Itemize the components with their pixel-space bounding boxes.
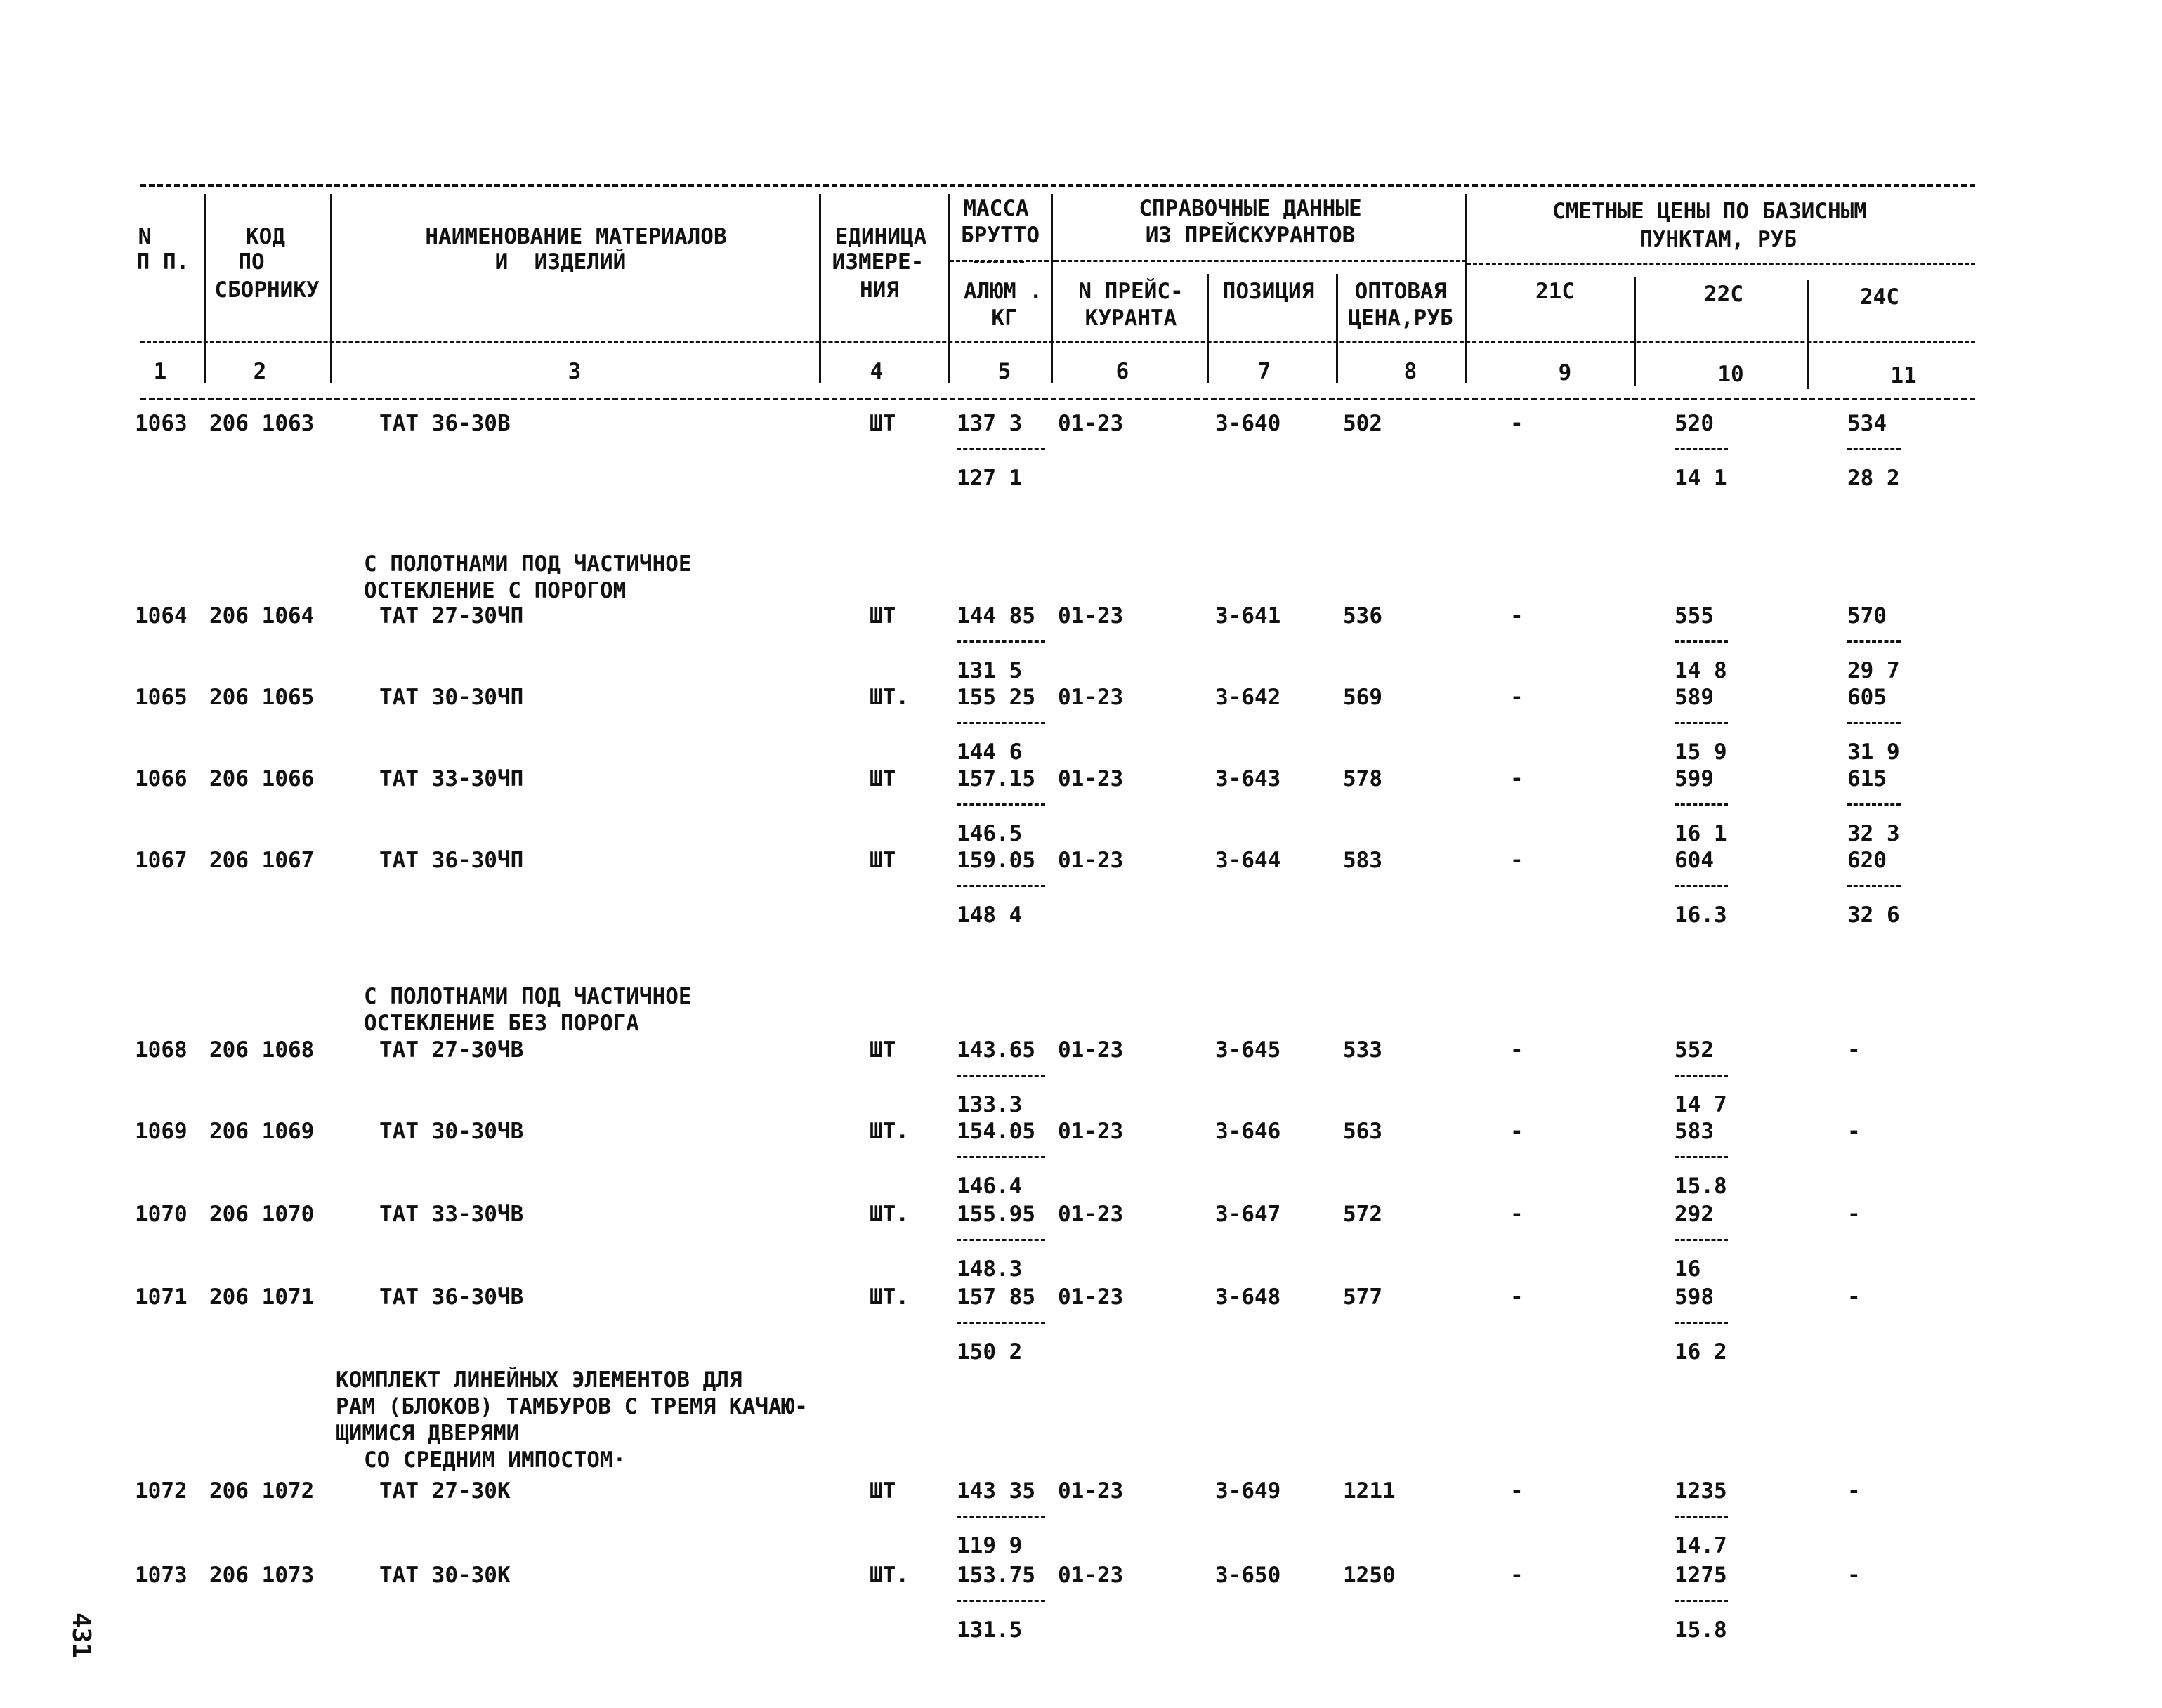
fraction-rule — [957, 885, 1045, 887]
col-number-7: 7 — [1257, 359, 1271, 384]
section-heading-line: РАМ (БЛОКОВ) ТАМБУРОВ С ТРЕМЯ КАЧАЮ- — [336, 1394, 808, 1419]
row-mass-alum: 131 5 — [957, 658, 1023, 683]
row-price-21c: - — [1510, 1285, 1524, 1310]
row-price-21c: - — [1510, 848, 1524, 873]
row-mass-alum: 131.5 — [957, 1617, 1023, 1643]
row-code: 206 1069 — [209, 1119, 315, 1144]
row-pricelist: 01-23 — [1058, 411, 1124, 436]
row-mass-gross: 153.75 — [957, 1563, 1035, 1588]
section-heading-line: ЩИМИСЯ ДВЕРЯМИ — [336, 1421, 520, 1446]
row-code: 206 1063 — [209, 411, 315, 436]
row-position: 3-648 — [1215, 1285, 1281, 1310]
row-unit: ШТ — [870, 848, 896, 873]
hdr-col5-mini-rule — [974, 261, 1024, 263]
row-code: 206 1068 — [209, 1037, 315, 1063]
row-price-24c: 534 — [1847, 411, 1887, 436]
row-name: ТАТ 33-30ЧП — [379, 766, 524, 791]
fraction-rule — [957, 722, 1045, 724]
fraction-rule — [957, 1516, 1045, 1518]
row-name: ТАТ 27-30К — [379, 1478, 511, 1504]
fraction-rule — [1675, 1075, 1728, 1077]
col-sep-9 — [1634, 277, 1636, 386]
row-mass-gross: 143.65 — [957, 1037, 1035, 1063]
row-price-22c-transport: 15.8 — [1675, 1174, 1727, 1199]
row-price-22c-transport: 14 1 — [1675, 466, 1727, 491]
row-number: 1068 — [135, 1037, 188, 1063]
row-price-22c-transport: 16 1 — [1675, 821, 1727, 846]
row-position: 3-640 — [1215, 411, 1281, 436]
fraction-rule — [957, 1156, 1045, 1158]
row-price-21c: - — [1510, 1478, 1524, 1504]
row-mass-gross: 157 85 — [957, 1285, 1035, 1310]
row-price-22c: 292 — [1675, 1202, 1714, 1227]
row-wholesale-price: 502 — [1343, 411, 1382, 436]
row-price-22c: 552 — [1675, 1037, 1714, 1063]
hdr-col2-l1: КОД — [246, 224, 285, 249]
row-name: ТАТ 30-30ЧВ — [379, 1119, 524, 1144]
hdr-col11: 24С — [1860, 284, 1899, 310]
fraction-rule — [1675, 803, 1728, 806]
row-code: 206 1073 — [209, 1563, 315, 1588]
fraction-rule — [1675, 1156, 1728, 1158]
row-unit: ШТ. — [870, 685, 909, 710]
header-numbers-rule — [140, 398, 1975, 400]
row-price-21c: - — [1510, 1563, 1524, 1588]
hdr-col5-bottom-l2: КГ — [991, 306, 1018, 331]
row-mass-gross: 155 25 — [957, 685, 1035, 710]
row-price-22c-transport: 15 9 — [1675, 740, 1727, 765]
row-position: 3-646 — [1215, 1119, 1281, 1144]
row-price-22c: 1275 — [1675, 1563, 1727, 1588]
row-code: 206 1070 — [209, 1202, 315, 1227]
col-sep-2 — [330, 194, 332, 383]
hdr-col9: 21С — [1535, 279, 1575, 304]
fraction-rule — [1675, 448, 1728, 450]
row-name: ТАТ 27-30ЧП — [379, 603, 524, 629]
row-pricelist: 01-23 — [1058, 766, 1124, 791]
row-price-22c: 583 — [1675, 1119, 1714, 1144]
row-price-22c-transport: 14.7 — [1675, 1533, 1727, 1558]
row-unit: ШТ — [870, 411, 896, 436]
hdr-col8-l2: ЦЕНА,РУБ — [1348, 306, 1453, 331]
row-number: 1066 — [135, 766, 188, 791]
col-number-3: 3 — [568, 359, 582, 384]
fraction-rule — [1675, 1322, 1728, 1324]
row-pricelist: 01-23 — [1058, 685, 1124, 710]
hdr-col3-l2: И ИЗДЕЛИЙ — [494, 249, 627, 275]
fraction-rule — [957, 448, 1045, 450]
fraction-rule — [1675, 885, 1728, 887]
row-wholesale-price: 1211 — [1343, 1478, 1396, 1504]
row-price-22c: 599 — [1675, 766, 1714, 791]
row-price-24c: 615 — [1847, 766, 1887, 791]
fraction-rule — [1847, 448, 1901, 450]
row-mass-alum: 146.4 — [957, 1174, 1023, 1199]
row-unit: ШТ. — [870, 1563, 909, 1588]
page-number: 431 — [67, 1612, 96, 1659]
row-mass-alum: 150 2 — [957, 1339, 1023, 1365]
row-price-24c: - — [1847, 1202, 1861, 1227]
row-mass-gross: 137 3 — [957, 411, 1023, 436]
section-heading-line: СО СРЕДНИМ ИМПОСТОМ· — [364, 1447, 627, 1473]
fraction-rule — [1847, 803, 1901, 806]
col-number-2: 2 — [253, 359, 267, 384]
row-price-22c: 598 — [1675, 1285, 1714, 1310]
row-price-22c-transport: 16.3 — [1675, 902, 1727, 928]
row-pricelist: 01-23 — [1058, 1563, 1124, 1588]
row-price-24c: 570 — [1847, 603, 1887, 629]
row-price-24c: - — [1847, 1119, 1861, 1144]
fraction-rule — [1675, 1516, 1728, 1518]
row-unit: ШТ. — [870, 1202, 909, 1227]
col-number-8: 8 — [1403, 359, 1417, 384]
row-unit: ШТ. — [870, 1285, 909, 1310]
row-price-21c: - — [1510, 411, 1524, 436]
row-mass-alum: 146.5 — [957, 821, 1023, 846]
row-number: 1071 — [135, 1285, 188, 1310]
row-wholesale-price: 533 — [1343, 1037, 1382, 1063]
row-pricelist: 01-23 — [1058, 603, 1124, 629]
hdr-ref-group-l1: СПРАВОЧНЫЕ ДАННЫЕ — [1139, 196, 1362, 221]
row-mass-gross: 159.05 — [957, 848, 1035, 873]
hdr-col2-l2: ПО — [238, 249, 265, 275]
row-unit: ШТ. — [870, 1119, 909, 1144]
section-heading-line: ОСТЕКЛЕНИЕ С ПОРОГОМ — [364, 578, 627, 603]
row-position: 3-641 — [1215, 603, 1281, 629]
row-code: 206 1064 — [209, 603, 315, 629]
row-mass-gross: 154.05 — [957, 1119, 1035, 1144]
hdr-ref-group-l2: ИЗ ПРЕЙСКУРАНТОВ — [1145, 223, 1356, 248]
col-number-5: 5 — [997, 359, 1011, 384]
row-mass-alum: 144 6 — [957, 740, 1023, 765]
hdr-col6-l1: N ПРЕЙС- — [1078, 279, 1184, 304]
col-sep-7 — [1336, 274, 1338, 383]
row-position: 3-643 — [1215, 766, 1281, 791]
row-wholesale-price: 577 — [1343, 1285, 1382, 1310]
fraction-rule — [1847, 885, 1901, 887]
header-bottom-rule — [140, 341, 1975, 343]
hdr-col1-l2: П П. — [136, 249, 190, 275]
row-price-22c-transport: 14 7 — [1675, 1092, 1727, 1117]
row-price-24c: - — [1847, 1563, 1861, 1588]
row-wholesale-price: 1250 — [1343, 1563, 1396, 1588]
row-name: ТАТ 27-30ЧВ — [379, 1037, 524, 1063]
row-mass-alum: 127 1 — [957, 466, 1023, 491]
col-number-10: 10 — [1717, 362, 1744, 387]
row-number: 1070 — [135, 1202, 188, 1227]
col-sep-1 — [204, 194, 206, 383]
row-pricelist: 01-23 — [1058, 1478, 1124, 1504]
row-price-21c: - — [1510, 1202, 1524, 1227]
section-heading-line: ОСТЕКЛЕНИЕ БЕЗ ПОРОГА — [364, 1011, 639, 1036]
row-name: ТАТ 36-30В — [379, 411, 511, 436]
row-price-22c-transport: 14 8 — [1675, 658, 1727, 683]
row-unit: ШТ — [870, 603, 896, 629]
hdr-prices-group-l2: ПУНКТАМ, РУБ — [1639, 227, 1797, 252]
hdr-col4-l3: НИЯ — [860, 277, 899, 303]
row-number: 1072 — [135, 1478, 188, 1504]
col-number-11: 11 — [1890, 363, 1917, 388]
col-number-4: 4 — [870, 359, 884, 384]
fraction-rule — [1847, 640, 1901, 643]
row-price-22c: 604 — [1675, 848, 1714, 873]
row-name: ТАТ 30-30ЧП — [379, 685, 524, 710]
row-price-22c-transport: 16 2 — [1675, 1339, 1727, 1365]
row-wholesale-price: 563 — [1343, 1119, 1382, 1144]
row-wholesale-price: 572 — [1343, 1202, 1382, 1227]
row-mass-gross: 144 85 — [957, 603, 1035, 629]
row-wholesale-price: 583 — [1343, 848, 1382, 873]
fraction-rule — [1847, 722, 1901, 724]
section-heading-line: КОМПЛЕКТ ЛИНЕЙНЫХ ЭЛЕМЕНТОВ ДЛЯ — [336, 1367, 742, 1393]
fraction-rule — [957, 1600, 1045, 1602]
row-unit: ШТ — [870, 1478, 896, 1504]
fraction-rule — [1675, 722, 1728, 724]
fraction-rule — [1675, 1239, 1728, 1241]
fraction-rule — [957, 803, 1045, 806]
row-name: ТАТ 33-30ЧВ — [379, 1202, 524, 1227]
fraction-rule — [957, 1239, 1045, 1241]
hdr-col6-l2: КУРАНТА — [1085, 306, 1177, 331]
row-price-21c: - — [1510, 603, 1524, 629]
row-price-24c: - — [1847, 1478, 1861, 1504]
row-position: 3-649 — [1215, 1478, 1281, 1504]
row-wholesale-price: 536 — [1343, 603, 1382, 629]
col-number-9: 9 — [1558, 360, 1572, 386]
hdr-col1-l1: N — [138, 224, 152, 249]
row-price-21c: - — [1510, 1037, 1524, 1063]
row-price-22c: 555 — [1675, 603, 1714, 629]
row-mass-alum: 119 9 — [957, 1533, 1023, 1558]
col-sep-3 — [819, 194, 821, 383]
row-mass-alum: 133.3 — [957, 1092, 1023, 1117]
col-sep-4 — [948, 194, 950, 383]
row-price-21c: - — [1510, 685, 1524, 710]
hdr-col8-l1: ОПТОВАЯ — [1354, 279, 1447, 304]
header-top-rule — [140, 184, 1975, 187]
header-mid-rule-ref — [1055, 260, 1467, 262]
row-pricelist: 01-23 — [1058, 1285, 1124, 1310]
row-wholesale-price: 569 — [1343, 685, 1382, 710]
row-unit: ШТ — [870, 766, 896, 791]
hdr-col4-l1: ЕДИНИЦА — [834, 224, 927, 249]
row-price-24c-transport: 31 9 — [1847, 740, 1900, 765]
row-code: 206 1071 — [209, 1285, 315, 1310]
row-wholesale-price: 578 — [1343, 766, 1382, 791]
row-position: 3-644 — [1215, 848, 1281, 873]
col-number-6: 6 — [1115, 359, 1129, 384]
col-number-1: 1 — [153, 359, 167, 384]
col-sep-6 — [1207, 274, 1209, 383]
row-number: 1067 — [135, 848, 188, 873]
row-number: 1065 — [135, 685, 188, 710]
row-price-24c-transport: 32 3 — [1847, 821, 1900, 846]
row-price-24c: - — [1847, 1037, 1861, 1063]
row-name: ТАТ 36-30ЧП — [379, 848, 524, 873]
row-price-24c: 605 — [1847, 685, 1887, 710]
row-mass-alum: 148.3 — [957, 1256, 1023, 1282]
row-unit: ШТ — [870, 1037, 896, 1063]
row-price-22c-transport: 15.8 — [1675, 1617, 1727, 1643]
row-number: 1063 — [135, 411, 188, 436]
row-price-24c: 620 — [1847, 848, 1887, 873]
row-number: 1069 — [135, 1119, 188, 1144]
hdr-col4-l2: ИЗМЕРЕ- — [832, 249, 924, 275]
row-price-24c-transport: 28 2 — [1847, 466, 1900, 491]
col-sep-5 — [1051, 194, 1053, 383]
row-price-22c-transport: 16 — [1675, 1256, 1701, 1282]
row-mass-alum: 148 4 — [957, 902, 1023, 928]
hdr-col5-bottom-l1: АЛЮМ . — [964, 279, 1042, 304]
hdr-col5-top-l1: МАССА — [963, 196, 1029, 221]
row-price-22c: 520 — [1675, 411, 1714, 436]
hdr-col7: ПОЗИЦИЯ — [1222, 279, 1315, 304]
row-price-21c: - — [1510, 1119, 1524, 1144]
hdr-col5-top-l2: БРУТТО — [961, 223, 1040, 248]
row-name: ТАТ 30-30К — [379, 1563, 511, 1588]
row-mass-gross: 143 35 — [957, 1478, 1035, 1504]
row-price-22c: 1235 — [1675, 1478, 1727, 1504]
row-position: 3-647 — [1215, 1202, 1281, 1227]
row-position: 3-642 — [1215, 685, 1281, 710]
fraction-rule — [1675, 1600, 1728, 1602]
row-pricelist: 01-23 — [1058, 1037, 1124, 1063]
row-name: ТАТ 36-30ЧВ — [379, 1285, 524, 1310]
row-position: 3-650 — [1215, 1563, 1281, 1588]
row-pricelist: 01-23 — [1058, 848, 1124, 873]
fraction-rule — [957, 1075, 1045, 1077]
header-mid-rule-prices — [1467, 263, 1975, 265]
section-heading-line: С ПОЛОТНАМИ ПОД ЧАСТИЧНОЕ — [364, 984, 692, 1009]
fraction-rule — [957, 1322, 1045, 1324]
row-number: 1064 — [135, 603, 188, 629]
row-code: 206 1067 — [209, 848, 315, 873]
row-code: 206 1072 — [209, 1478, 315, 1504]
row-pricelist: 01-23 — [1058, 1119, 1124, 1144]
row-price-22c: 589 — [1675, 685, 1714, 710]
row-code: 206 1066 — [209, 766, 315, 791]
row-price-21c: - — [1510, 766, 1524, 791]
fraction-rule — [957, 640, 1045, 643]
fraction-rule — [1675, 640, 1728, 643]
row-mass-gross: 157.15 — [957, 766, 1035, 791]
section-heading-line: С ПОЛОТНАМИ ПОД ЧАСТИЧНОЕ — [364, 551, 692, 577]
hdr-col3-l1: НАИМЕНОВАНИЕ МАТЕРИАЛОВ — [425, 224, 727, 249]
row-price-24c: - — [1847, 1285, 1861, 1310]
row-mass-gross: 155.95 — [957, 1202, 1035, 1227]
col-sep-8 — [1465, 194, 1467, 383]
row-code: 206 1065 — [209, 685, 315, 710]
hdr-col2-l3: СБОРНИКУ — [214, 277, 320, 303]
row-price-24c-transport: 32 6 — [1847, 902, 1900, 928]
hdr-col10: 22С — [1704, 282, 1743, 307]
row-price-24c-transport: 29 7 — [1847, 658, 1900, 683]
row-number: 1073 — [135, 1563, 188, 1588]
hdr-prices-group-l1: СМЕТНЫЕ ЦЕНЫ ПО БАЗИСНЫМ — [1552, 199, 1867, 224]
row-position: 3-645 — [1215, 1037, 1281, 1063]
col-sep-10 — [1807, 280, 1809, 389]
row-pricelist: 01-23 — [1058, 1202, 1124, 1227]
